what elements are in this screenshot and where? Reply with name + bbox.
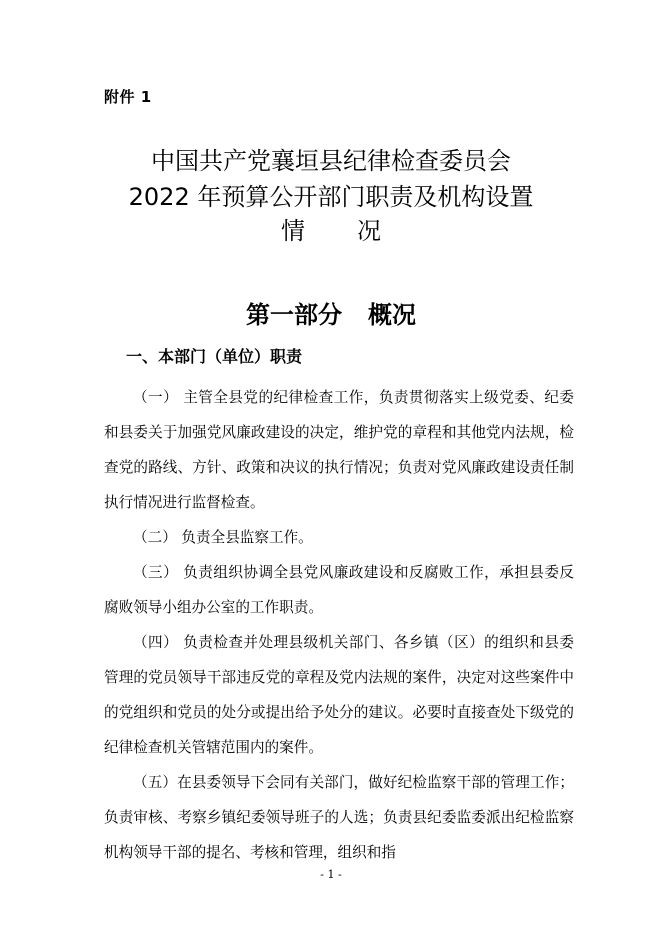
part-title-number: 第一部分 (246, 301, 342, 329)
document-title-line-1: 中国共产党襄垣县纪律检查委员会 (151, 147, 511, 175)
part-title (0, 298, 662, 332)
part-title-name: 概况 (368, 301, 416, 329)
section-heading: 一、本部门（单位）职责 (126, 347, 303, 366)
body-paragraph-5: （五）在县委领导下会同有关部门，做好纪检监察干部的管理工作；负责审核、考察乡镇纪委领导班子的人选；负责县纪委监委派出纪检监察机构领导干部的提名、考核和管理，组织和指 (104, 774, 574, 861)
title-line-3-char-b: 况 (357, 217, 381, 245)
body-paragraph-3: （三） 负责组织协调全县党风廉政建设和反腐败工作，承担县委反腐败领导小组办公室的工作职责。 (104, 564, 574, 616)
page-number: - 1 - (320, 868, 342, 881)
body-paragraph-2: （二） 负责全县监察工作。 (133, 529, 313, 546)
title-line-3-char-a: 情 (281, 217, 305, 245)
body-paragraph-4: （四） 负责检查并处理县级机关部门、各乡镇（区）的组织和县委管理的党员领导干部违反党的章程及党内法规的案件，决定对这些案件中的党组织和党员的处分或提出给予处分的建议。必要时直接查处下级党的纪律检查机关管辖范围内的案件。 (104, 634, 574, 756)
attachment-label: 附件 1 (104, 88, 152, 106)
body-paragraph-1: （一） 主管全县党的纪律检查工作，负责贯彻落实上级党委、纪委和县委关于加强党风廉政建设的决定，维护党的章程和其他党内法规，检查党的路线、方针、政策和决议的执行情况；负责对党风廉政建设责任制执行情况进行监督检查。 (104, 389, 574, 511)
document-body (104, 380, 574, 870)
document-title-line-2: 2022 年预算公开部门职责及机构设置 (128, 183, 534, 211)
document-title-line-3 (0, 214, 662, 248)
